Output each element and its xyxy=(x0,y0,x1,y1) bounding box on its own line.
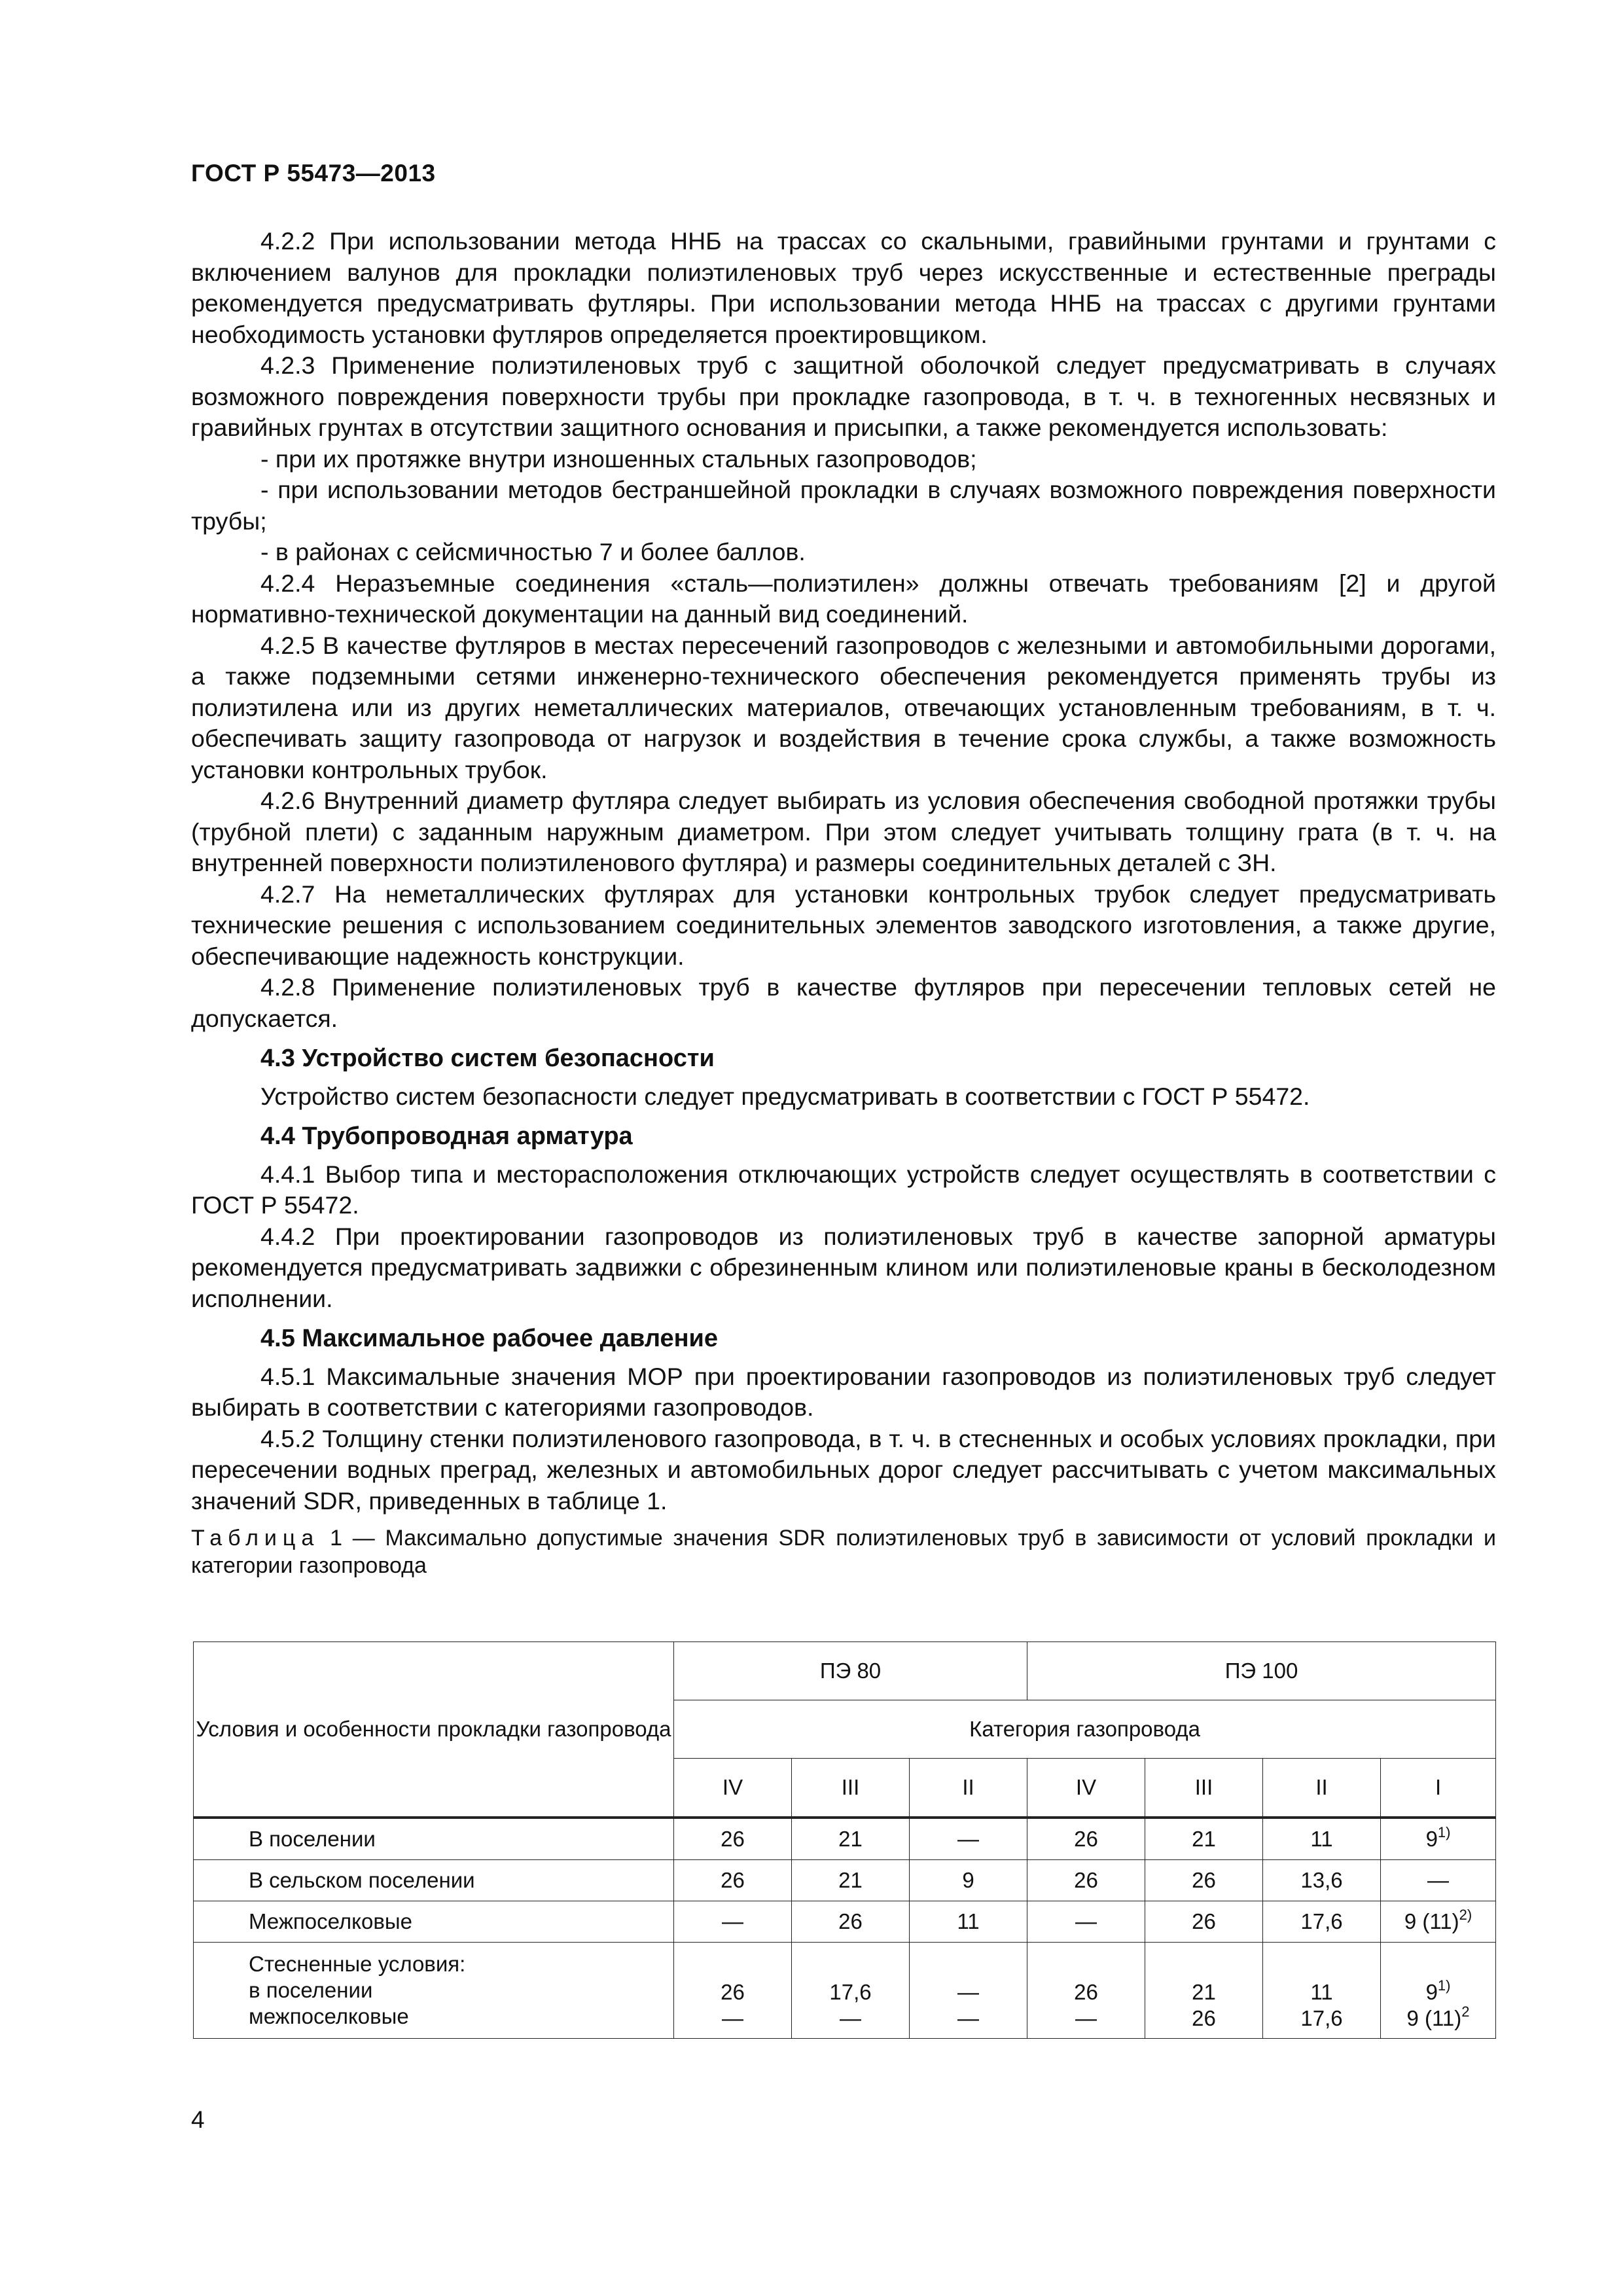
column-header-category-value: III xyxy=(1145,1759,1263,1818)
table-cell: 26 xyxy=(674,1860,792,1901)
row-label: В сельском поселении xyxy=(194,1860,674,1901)
cell-value: 9 (11) xyxy=(1404,1909,1459,1933)
table-cell xyxy=(1263,1943,1381,2039)
table-row xyxy=(194,1818,1496,1860)
table-cell xyxy=(1381,1818,1496,1860)
column-header-category-value: III xyxy=(792,1759,910,1818)
table-caption xyxy=(191,1524,1496,1579)
cell-value: 17,6 xyxy=(1300,2006,1343,2030)
paragraph-4-2-4: 4.2.4 Неразъемные соединения «сталь—полиэтилен» должны отвечать требованиям [2] и другой нормативно-технической документации на данный вид соединений. xyxy=(191,569,1496,628)
cell-value-line xyxy=(1381,1979,1495,2005)
table-row xyxy=(194,1860,1496,1901)
cell-value-line xyxy=(1381,2005,1495,2032)
table-cell: 9 xyxy=(910,1860,1027,1901)
paragraph-4-2-6: 4.2.6 Внутренний диаметр футляра следует выбирать из условия обеспечения свободной протяжки трубы (трубной плети) с заданным наружным диаметром. При этом следует учитывать толщину грата (в т. ч. на внутренней поверхности полиэтиленового футляра) и размеры соединительных деталей с ЗН. xyxy=(191,787,1496,876)
table-cell xyxy=(1145,1943,1263,2039)
column-group-pe80: ПЭ 80 xyxy=(674,1642,1027,1700)
table-row xyxy=(194,1901,1496,1943)
list-item: - при использовании методов бестраншейной прокладки в случаях возможного повреждения поверхности трубы; xyxy=(191,476,1496,535)
document-body xyxy=(191,226,1496,1579)
row-label-line: в поселении xyxy=(249,1978,373,2002)
table-cell: 21 xyxy=(1145,1818,1263,1860)
list-item: - в районах с сейсмичностью 7 и более баллов. xyxy=(260,538,806,565)
cell-value: — xyxy=(957,1980,979,2004)
cell-value: 26 xyxy=(1192,2006,1216,2030)
document-header: ГОСТ Р 55473—2013 xyxy=(191,160,436,187)
table-cell xyxy=(674,1943,792,2039)
table-cell: 26 xyxy=(792,1901,910,1943)
row-label: В поселении xyxy=(194,1818,674,1860)
table-cell: 26 xyxy=(1027,1860,1145,1901)
cell-value: — xyxy=(840,2006,861,2030)
cell-value: 9 xyxy=(1425,1827,1438,1851)
column-header-category: Категория газопровода xyxy=(674,1700,1496,1759)
cell-value: — xyxy=(722,2006,743,2030)
footnote-ref: 1) xyxy=(1437,1977,1451,1994)
paragraph-4-2-2: 4.2.2 При использовании метода ННБ на трассах со скальными, гравийными грунтами и грунтами с включением валунов для прокладки полиэтиленовых труб через искусственные и естественные преграды рекомендуется предусматривать футляры. При использовании метода ННБ на трассах с другими грунтами необходимость установки футляров определяется проектировщиком. xyxy=(191,227,1496,348)
table-cell xyxy=(792,1943,910,2039)
column-header-category-value: IV xyxy=(674,1759,792,1818)
table-row xyxy=(194,1943,1496,2039)
paragraph-4-2-5: 4.2.5 В качестве футляров в местах пересечений газопроводов с железными и автомобильными дорогами, а также подземными сетями инженерно-технического обеспечения рекомендуется применять трубы из полиэтилена или из других неметаллических материалов, отвечающих установленным требованиям, в т. ч. обеспечивать защиту газопровода от нагрузок и воздействия в течение срока службы, а также возможность установки контрольных трубок. xyxy=(191,631,1496,783)
row-label-line: межпоселковые xyxy=(249,2004,409,2028)
table-cell xyxy=(1381,1901,1496,1943)
cell-value: — xyxy=(957,2006,979,2030)
footnote-ref: 2 xyxy=(1461,2003,1470,2020)
row-label: Межпоселковые xyxy=(194,1901,674,1943)
cell-value: — xyxy=(1075,2006,1097,2030)
paragraph-4-5-1: 4.5.1 Максимальные значения МОР при проектировании газопроводов из полиэтиленовых труб следует выбирать в соответствии с категориями газопроводов. xyxy=(191,1362,1496,1421)
table-cell xyxy=(910,1943,1027,2039)
table-cell: 21 xyxy=(792,1818,910,1860)
paragraph-4-2-7: 4.2.7 На неметаллических футлярах для установки контрольных трубок следует предусматривать технические решения с использованием соединительных элементов заводского изготовления, а также другие, обеспечивающие надежность конструкции. xyxy=(191,880,1496,970)
footnote-ref: 2) xyxy=(1459,1907,1472,1923)
cell-value: 11 xyxy=(1310,1980,1333,2004)
table-cell: 11 xyxy=(1263,1818,1381,1860)
table-cell xyxy=(1381,1943,1496,2039)
section-heading-4-3: 4.3 Устройство систем безопасности xyxy=(260,1045,715,1072)
paragraph-4-4-2: 4.4.2 При проектировании газопроводов из полиэтиленовых труб в качестве запорной арматуры рекомендуется предусматривать задвижки с обрезиненным клином или полиэтиленовые краны в бесколодезном исполнении. xyxy=(191,1222,1496,1312)
table-cell: — xyxy=(1027,1901,1145,1943)
row-label-line: Стесненные условия: xyxy=(249,1952,466,1976)
section-heading-4-5: 4.5 Максимальное рабочее давление xyxy=(260,1325,719,1352)
paragraph-4-5-2: 4.5.2 Толщину стенки полиэтиленового газопровода, в т. ч. в стесненных и особых условиях прокладки, при пересечении водных преград, железных и автомобильных дорог следует рассчитывать с учетом максимальных значений SDR, приведенных в таблице 1. xyxy=(191,1424,1496,1515)
cell-value: 9 xyxy=(1425,1980,1438,2004)
section-heading-4-4: 4.4 Трубопроводная арматура xyxy=(260,1122,633,1150)
column-header-category-value: II xyxy=(910,1759,1027,1818)
table-cell: 17,6 xyxy=(1263,1901,1381,1943)
table-cell: 26 xyxy=(1145,1901,1263,1943)
table-cell: 26 xyxy=(1027,1818,1145,1860)
section-4-3-text: Устройство систем безопасности следует предусматривать в соответствии с ГОСТ Р 55472. xyxy=(260,1082,1310,1110)
paragraph-4-2-8: 4.2.8 Применение полиэтиленовых труб в качестве футляров при пересечении тепловых сетей не допускается. xyxy=(191,973,1496,1032)
cell-value: 9 (11) xyxy=(1406,2006,1462,2030)
table-cell: — xyxy=(910,1818,1027,1860)
page-number: 4 xyxy=(191,2106,205,2133)
table-caption-text: 1 — Максимально допустимые значения SDR полиэтиленовых труб в зависимости от условий прокладки и категории газопровода xyxy=(191,1526,1496,1578)
cell-value: 17,6 xyxy=(829,1980,872,2004)
column-header-category-value: IV xyxy=(1027,1759,1145,1818)
row-label xyxy=(194,1943,674,2039)
table-cell: 13,6 xyxy=(1263,1860,1381,1901)
list-item: - при их протяжке внутри изношенных стальных газопроводов; xyxy=(260,444,977,473)
table-cell: — xyxy=(674,1901,792,1943)
paragraph-4-2-3: 4.2.3 Применение полиэтиленовых труб с защитной оболочкой следует предусматривать в случаях возможного повреждения поверхности трубы при прокладке газопровода, в т. ч. в техногенных несвязных и гравийных грунтах в отсутствии защитного основания и присыпки, а также рекомендуется использовать: xyxy=(191,351,1496,441)
table-cell: 21 xyxy=(792,1860,910,1901)
paragraph-4-4-1: 4.4.1 Выбор типа и месторасположения отключающих устройств следует осуществлять в соответствии с ГОСТ Р 55472. xyxy=(191,1160,1496,1219)
table-cell: — xyxy=(1381,1860,1496,1901)
column-header-category-value: I xyxy=(1381,1759,1496,1818)
cell-value: 21 xyxy=(1192,1980,1216,2004)
cell-value: 26 xyxy=(1074,1980,1098,2004)
column-header-category-value: II xyxy=(1263,1759,1381,1818)
column-group-pe100: ПЭ 100 xyxy=(1027,1642,1496,1700)
table-caption-label: Таблица xyxy=(191,1526,320,1551)
table-cell xyxy=(1027,1943,1145,2039)
footnote-ref: 1) xyxy=(1437,1824,1451,1840)
table-cell: 11 xyxy=(910,1901,1027,1943)
cell-value: 26 xyxy=(721,1980,745,2004)
sdr-table xyxy=(193,1641,1496,2039)
column-header-conditions: Условия и особенности прокладки газопровода xyxy=(194,1642,674,1818)
table-cell: 26 xyxy=(674,1818,792,1860)
table-cell: 26 xyxy=(1145,1860,1263,1901)
